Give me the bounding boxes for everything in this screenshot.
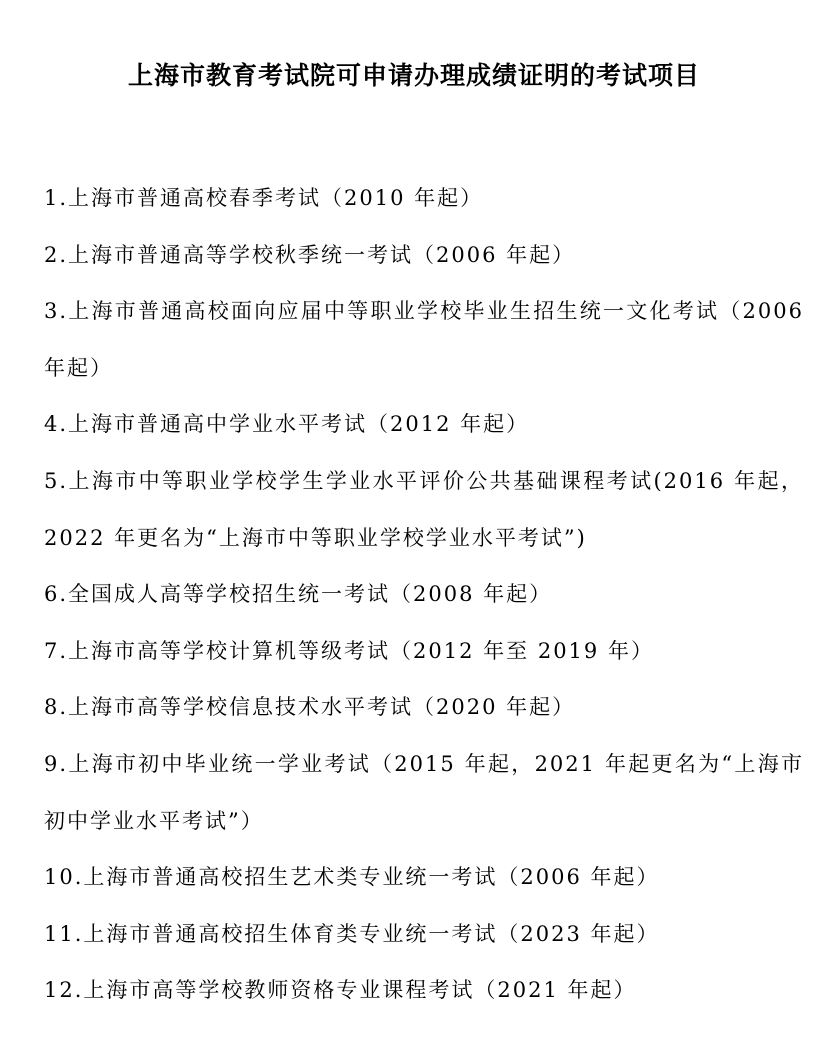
exam-item-2: 2.上海市普通高等学校秋季统一考试（2006 年起） bbox=[44, 242, 576, 267]
exam-item-11: 11.上海市普通高校招生体育类专业统一考试（2023 年起） bbox=[44, 921, 660, 946]
exam-item-6: 6.全国成人高等学校招生统一考试（2008 年起） bbox=[44, 582, 553, 607]
exam-item-12: 12.上海市高等学校教师资格专业课程考试（2021 年起） bbox=[44, 978, 637, 1003]
exam-item-3: 3.上海市普通高校面向应届中等职业学校毕业生招生统一文化考试（2006 年起） bbox=[44, 299, 804, 380]
exam-list bbox=[44, 170, 804, 1019]
exam-item-10: 10.上海市普通高校招生艺术类专业统一考试（2006 年起） bbox=[44, 865, 660, 890]
exam-item-9: 9.上海市初中毕业统一学业考试（2015 年起，2021 年起更名为“上海市初中学业水平考试”） bbox=[44, 751, 804, 833]
exam-item-4: 4.上海市普通高中学业水平考试（2012 年起） bbox=[44, 412, 530, 437]
exam-item-1: 1.上海市普通高校春季考试（2010 年起） bbox=[44, 186, 484, 210]
exam-item-8: 8.上海市高等学校信息技术水平考试（2020 年起） bbox=[44, 695, 576, 720]
exam-item-5: 5.上海市中等职业学校学生学业水平评价公共基础课程考试(2016 年起，2022 年更名为“上海市中等职业学校学业水平考试”) bbox=[44, 468, 804, 550]
exam-item-7: 7.上海市高等学校计算机等级考试（2012 年至 2019 年） bbox=[44, 638, 654, 663]
page-title: 上海市教育考试院可申请办理成绩证明的考试项目 bbox=[127, 61, 700, 90]
